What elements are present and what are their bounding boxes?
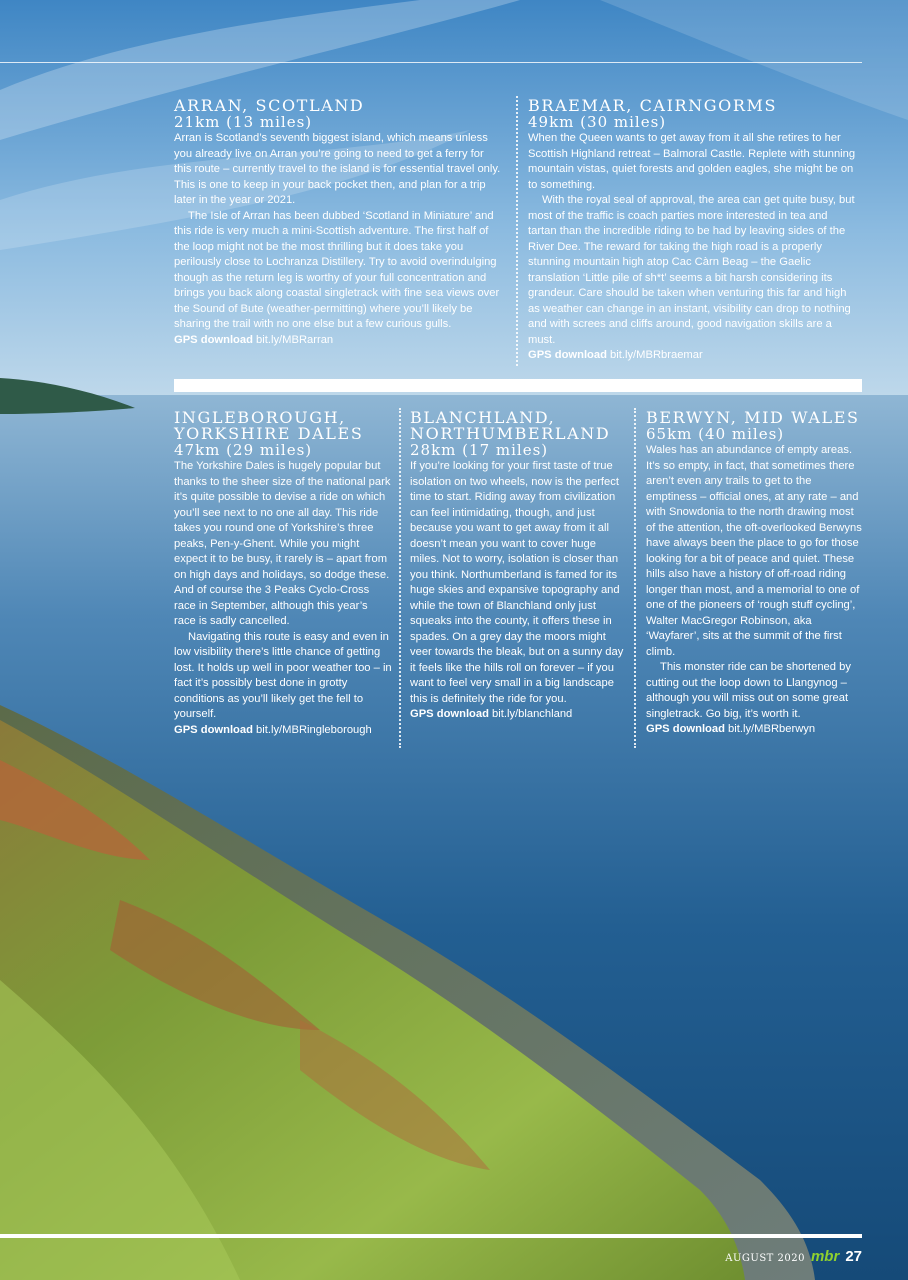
page-number: 27 bbox=[845, 1248, 862, 1265]
route-paragraph: When the Queen wants to get away from it all she retires to her Scottish Highland retreat – Balmoral Castle. Replete with stunning mountain vistas, quiet forests and golden eagles, she might be on to something. bbox=[528, 132, 856, 191]
gps-download bbox=[174, 333, 502, 349]
gps-label: GPS download bbox=[410, 708, 489, 720]
route-paragraph: If you’re looking for your first taste of true isolation on two wheels, now is the perfect time to start. Riding away from civilization can feel intimidating, though, and just because you want to get away from it all doesn’t mean you want to cover huge miles. Not to worry, isolation is closer than you think. Northumberland is famed for its huge skies and expansive topography and while the town of Blanchland only just squeaks into the county, it offers these in spades. On a grey day the moors might veer towards the bleak, but on a sunny day it feels like the hills roll on forever – if you want to feel very small in a big landscape this is definitely the ride for you. bbox=[410, 460, 624, 705]
route-berwyn bbox=[646, 410, 862, 738]
gps-download bbox=[528, 348, 858, 364]
route-paragraph: Navigating this route is easy and even in low visibility there’s little chance of getting lost. It holds up well in poor weather too – in fact it’s possibly best done in grotty conditions as you’ll likely get the fell to yourself. bbox=[174, 630, 392, 720]
route-paragraph: Arran is Scotland’s seventh biggest island, which means unless you already live on Arran you’re going to need to get a ferry for this route – currently travel to the island is for essential travel only. This is one to keep in your back pocket then, and plan for a trip later in the year or 2021. bbox=[174, 132, 501, 206]
column-divider bbox=[516, 96, 518, 366]
route-arran bbox=[174, 98, 502, 348]
route-paragraph: The Isle of Arran has been dubbed ‘Scotland in Miniature’ and this ride is very much a mini-Scottish adventure. The first half of the loop might not be the most thrilling but it does take you perilously close to Lochranza Distillery. Try to avoid overindulging though as the return leg is worthy of your full concentration and brings you back along coastal singletrack with fine sea views over the Sound of Bute (weather-permitting) where you’ll likely be sharing the trail with no one else but a few curious gulls. bbox=[174, 209, 500, 330]
bottom-rule bbox=[0, 1234, 862, 1238]
column-divider bbox=[634, 408, 636, 748]
top-rule bbox=[0, 62, 862, 63]
route-paragraph: Wales has an abundance of empty areas. It’s so empty, in fact, that sometimes there aren’t even any trails to get to the emptiness – official ones, at any rate – and with Snowdonia to the north drawing most of the attention, the oft-overlooked Berwyns have always been the place to go for those looking for a bit of peace and quiet. These hills also have a history of off-road riding longer than most, and a memorial to one of one of the pioneers of ‘rough stuff cycling’, Walter MacGregor Robinson, aka ‘Wayfarer’, sits at the summit of the first climb. bbox=[646, 444, 862, 658]
route-paragraph: This monster ride can be shortened by cutting out the loop down to Llangynog – although you will miss out on some great singletrack. Go big, it’s worth it. bbox=[646, 661, 851, 720]
column-divider bbox=[399, 408, 401, 748]
route-paragraph: The Yorkshire Dales is hugely popular but thanks to the sheer size of the national park it’s quite possible to devise a ride on which you’ll see next to no one all day. This ride takes you round one of Yorkshire’s three peaks, Pen-y-Ghent. While you might expect it to be busy, it rarely is – apart from on high days and holidays, so dodge these. And of course the 3 Peaks Cyclo-Cross race in September, although this year’s race is sadly cancelled. bbox=[174, 460, 391, 627]
gps-download bbox=[646, 722, 862, 738]
gps-label: GPS download bbox=[528, 349, 607, 361]
route-title: BLANCHLAND, NORTHUMBERLAND bbox=[410, 408, 611, 443]
route-title: INGLEBOROUGH, YORKSHIRE DALES bbox=[174, 408, 364, 443]
gps-label: GPS download bbox=[174, 333, 253, 346]
route-distance: 49km (30 miles) bbox=[528, 113, 667, 131]
gps-link[interactable]: bit.ly/MBRbraemar bbox=[610, 349, 703, 361]
magazine-logo: mbr bbox=[810, 1248, 840, 1265]
gps-label: GPS download bbox=[646, 723, 725, 735]
gps-link[interactable]: bit.ly/MBRarran bbox=[256, 333, 334, 346]
gps-download bbox=[174, 723, 392, 739]
gps-link[interactable]: bit.ly/MBRberwyn bbox=[728, 723, 816, 735]
gps-download bbox=[410, 707, 624, 723]
route-title: BERWYN, MID WALES bbox=[646, 408, 860, 427]
route-blanchland bbox=[410, 410, 624, 723]
route-title: BRAEMAR, CAIRNGORMS bbox=[528, 96, 778, 115]
route-distance: 65km (40 miles) bbox=[646, 425, 785, 443]
route-distance: 21km (13 miles) bbox=[174, 113, 313, 131]
route-distance: 28km (17 miles) bbox=[410, 441, 549, 459]
section-divider bbox=[174, 379, 862, 392]
route-ingleborough bbox=[174, 410, 392, 738]
route-paragraph: With the royal seal of approval, the area can get quite busy, but most of the traffic is coach parties more interested in tea and tartan than the incredible riding to be had by leaving sides of the River Dee. The reward for taking the high road is a properly stunning mountain high atop Cac Càrn Beag – the Gaelic translation ‘Little pile of sh*t’ seems a bit harsh considering its grandeur. Care should be taken when venturing this far and high as weather can change in an instant, visibility can drop to nothing and with screes and cliffs around, good navigation skills are a must. bbox=[528, 194, 855, 346]
issue-date: AUGUST 2020 bbox=[725, 1253, 805, 1264]
route-braemar bbox=[528, 98, 858, 364]
route-title: ARRAN, SCOTLAND bbox=[174, 96, 365, 115]
gps-label: GPS download bbox=[174, 723, 253, 736]
page-footer bbox=[725, 1248, 862, 1265]
route-distance: 47km (29 miles) bbox=[174, 441, 313, 459]
gps-link[interactable]: bit.ly/blanchland bbox=[492, 708, 573, 720]
gps-link[interactable]: bit.ly/MBRingleborough bbox=[256, 723, 372, 736]
